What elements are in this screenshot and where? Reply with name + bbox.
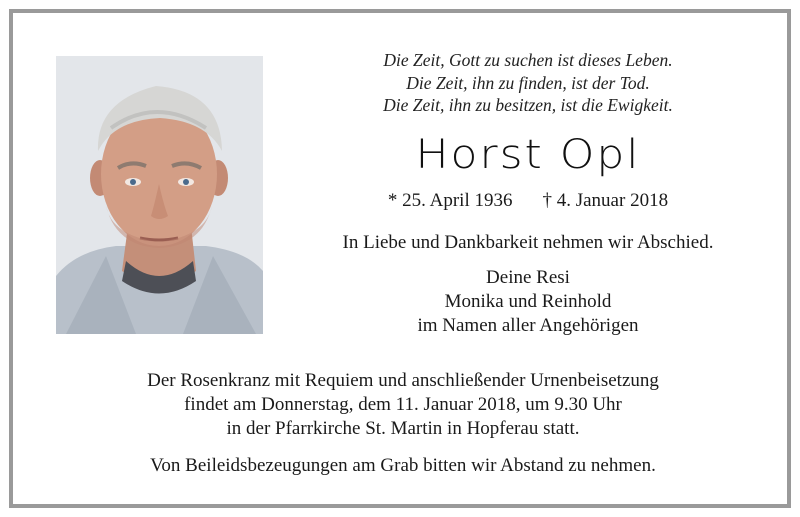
obituary-card — [9, 9, 791, 508]
mourner-line: im Namen aller Angehörigen — [417, 315, 639, 336]
mourners — [343, 266, 713, 338]
quote — [313, 49, 743, 117]
mourner-line: Monika und Reinhold — [444, 291, 612, 312]
deceased-name: Horst Opl — [415, 131, 641, 178]
life-dates — [343, 189, 713, 213]
farewell-text: In Liebe und Dankbarkeit nehmen wir Abschied. — [342, 232, 714, 253]
service-line: in der Pfarrkirche St. Martin in Hopferau statt. — [226, 418, 580, 439]
closing-note: Von Beileidsbezeugungen am Grab bitten wir Abstand zu nehmen. — [150, 455, 656, 476]
death-date: † 4. Januar 2018 — [542, 190, 669, 211]
birth-date: * 25. April 1936 — [387, 190, 513, 211]
mourner-line: Deine Resi — [486, 267, 570, 288]
portrait-photo — [56, 56, 263, 334]
service-info — [33, 369, 773, 441]
quote-line: Die Zeit, ihn zu besitzen, ist die Ewigkeit. — [383, 95, 673, 115]
quote-line: Die Zeit, Gott zu suchen ist dieses Leben. — [383, 50, 673, 70]
quote-line: Die Zeit, ihn zu finden, ist der Tod. — [406, 72, 650, 93]
service-line: Der Rosenkranz mit Requiem und anschließender Urnenbeisetzung — [147, 370, 659, 391]
service-line: findet am Donnerstag, dem 11. Januar 2018, um 9.30 Uhr — [184, 394, 622, 415]
